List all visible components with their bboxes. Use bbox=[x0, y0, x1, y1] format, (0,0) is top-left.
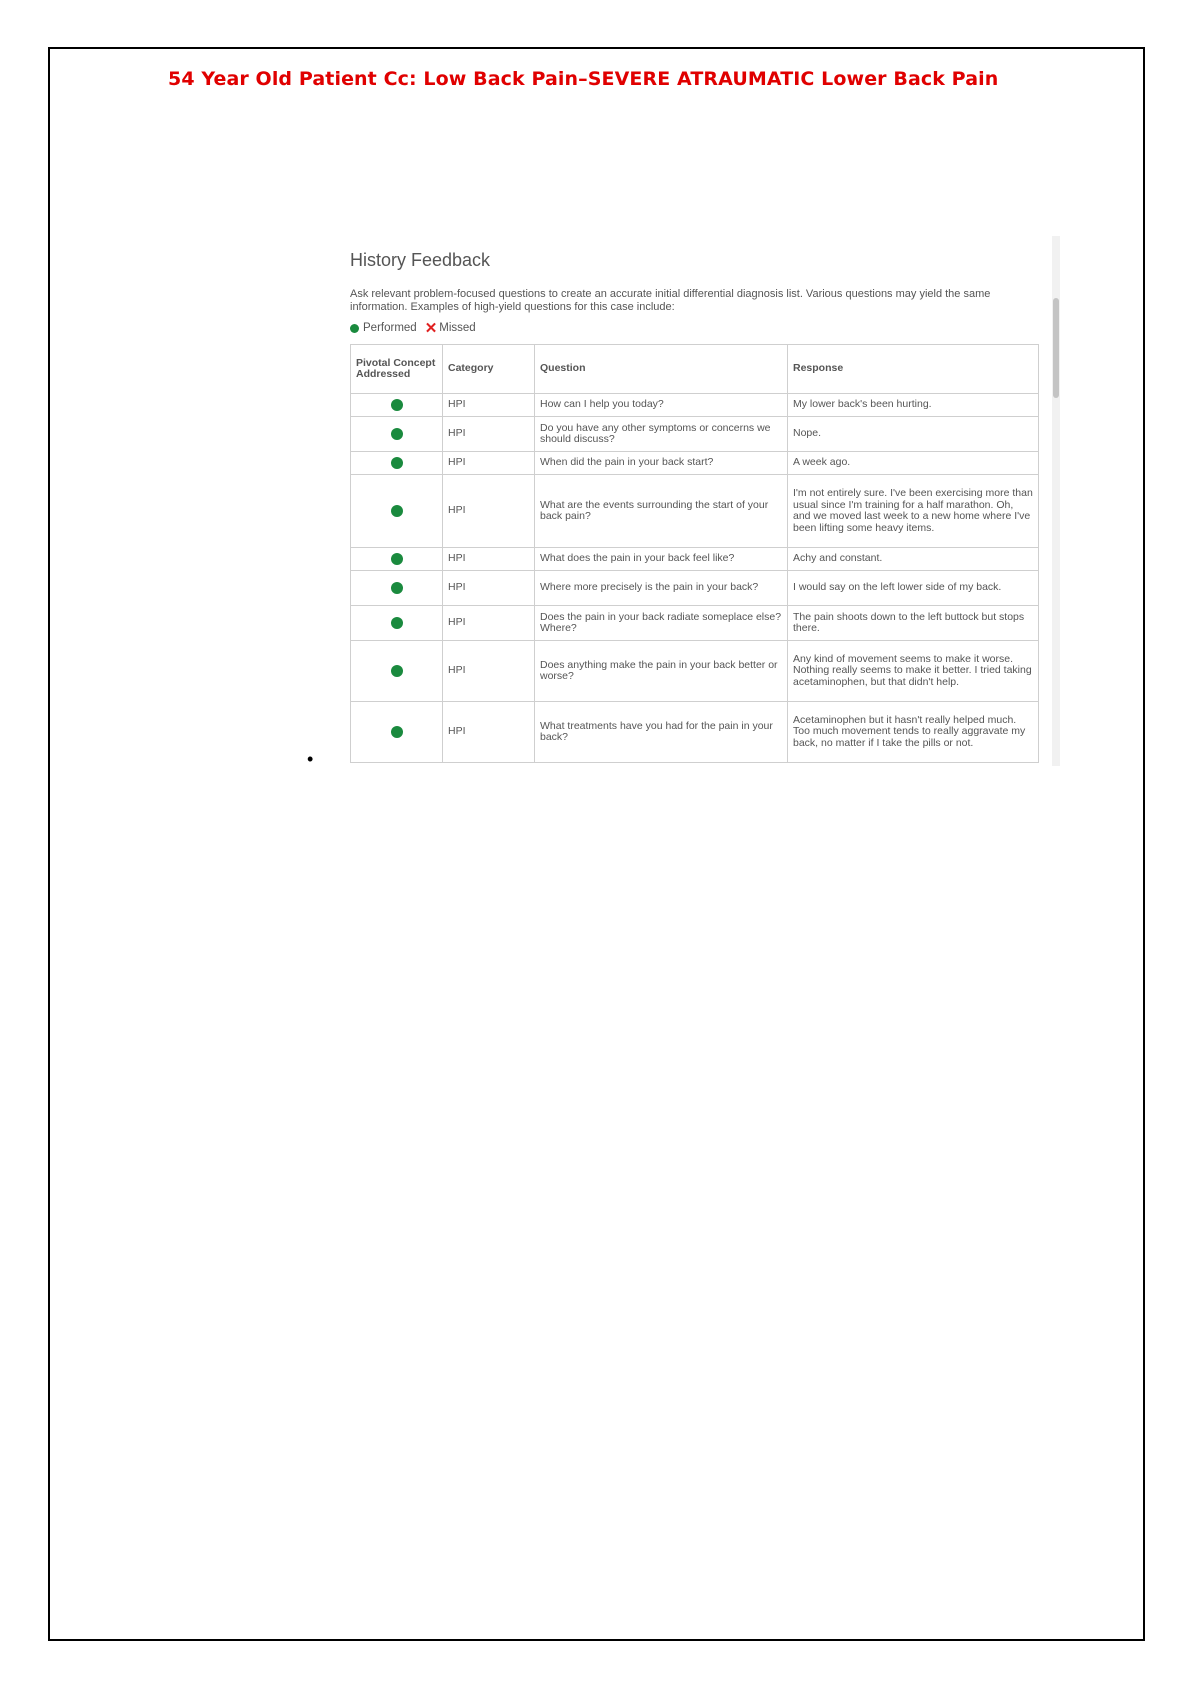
legend bbox=[350, 319, 476, 337]
panel-scrollbar-thumb[interactable] bbox=[1053, 298, 1059, 398]
table-row bbox=[351, 606, 1039, 641]
question-cell: When did the pain in your back start? bbox=[535, 452, 788, 475]
category-cell: HPI bbox=[443, 548, 535, 571]
legend-performed-label: Performed bbox=[363, 322, 417, 334]
performed-dot-icon bbox=[391, 457, 403, 469]
category-cell: HPI bbox=[443, 417, 535, 452]
performed-dot-icon bbox=[391, 617, 403, 629]
performed-dot-icon bbox=[350, 324, 359, 333]
performed-dot-icon bbox=[391, 582, 403, 594]
column-header-response: Response bbox=[788, 345, 1039, 394]
response-cell: I would say on the left lower side of my back. bbox=[788, 571, 1039, 606]
status-cell bbox=[351, 641, 443, 702]
status-cell bbox=[351, 548, 443, 571]
history-feedback-intro: Ask relevant problem-focused questions to create an accurate initial differential diagnosis list. Various questions may yield the same information. Examples of high-yield questions for this case include: bbox=[350, 288, 991, 313]
list-bullet: • bbox=[307, 749, 314, 769]
performed-dot-icon bbox=[391, 505, 403, 517]
missed-x-icon: ✕ bbox=[424, 319, 438, 337]
history-feedback-title: History Feedback bbox=[350, 250, 491, 270]
column-header-category: Category bbox=[443, 345, 535, 394]
response-cell: Any kind of movement seems to make it worse. Nothing really seems to make it better. I tried taking acetaminophen, but that didn't help. bbox=[788, 641, 1039, 702]
category-cell: HPI bbox=[443, 702, 535, 763]
question-cell: How can I help you today? bbox=[535, 394, 788, 417]
response-cell: Nope. bbox=[788, 417, 1039, 452]
table-header-row bbox=[351, 345, 1039, 394]
status-cell bbox=[351, 571, 443, 606]
performed-dot-icon bbox=[391, 553, 403, 565]
column-header-pivotal: Pivotal Concept Addressed bbox=[351, 345, 443, 394]
category-cell: HPI bbox=[443, 475, 535, 548]
status-cell bbox=[351, 394, 443, 417]
performed-dot-icon bbox=[391, 428, 403, 440]
table-row bbox=[351, 417, 1039, 452]
table-row bbox=[351, 394, 1039, 417]
status-cell bbox=[351, 702, 443, 763]
legend-missed-label: Missed bbox=[439, 322, 476, 334]
history-table bbox=[350, 344, 1039, 763]
response-cell: The pain shoots down to the left buttock but stops there. bbox=[788, 606, 1039, 641]
response-cell: Achy and constant. bbox=[788, 548, 1039, 571]
status-cell bbox=[351, 475, 443, 548]
question-cell: Where more precisely is the pain in your back? bbox=[535, 571, 788, 606]
table-row bbox=[351, 641, 1039, 702]
status-cell bbox=[351, 417, 443, 452]
table-row bbox=[351, 548, 1039, 571]
category-cell: HPI bbox=[443, 571, 535, 606]
question-cell: What does the pain in your back feel like? bbox=[535, 548, 788, 571]
response-cell: My lower back's been hurting. bbox=[788, 394, 1039, 417]
category-cell: HPI bbox=[443, 452, 535, 475]
performed-dot-icon bbox=[391, 399, 403, 411]
document-title: 54 Year Old Patient Cc: Low Back Pain–SEVERE ATRAUMATIC Lower Back Pain bbox=[168, 68, 999, 90]
history-feedback-panel bbox=[344, 236, 1060, 766]
category-cell: HPI bbox=[443, 641, 535, 702]
question-cell: What treatments have you had for the pain in your back? bbox=[535, 702, 788, 763]
response-cell: Acetaminophen but it hasn't really helped much. Too much movement tends to really aggravate my back, no matter if I take the pills or not. bbox=[788, 702, 1039, 763]
question-cell: Do you have any other symptoms or concerns we should discuss? bbox=[535, 417, 788, 452]
table-row bbox=[351, 475, 1039, 548]
panel-scrollbar[interactable] bbox=[1052, 236, 1060, 766]
category-cell: HPI bbox=[443, 606, 535, 641]
status-cell bbox=[351, 452, 443, 475]
performed-dot-icon bbox=[391, 665, 403, 677]
response-cell: A week ago. bbox=[788, 452, 1039, 475]
column-header-question: Question bbox=[535, 345, 788, 394]
performed-dot-icon bbox=[391, 726, 403, 738]
response-cell: I'm not entirely sure. I've been exercising more than usual since I'm training for a half marathon. Oh, and we moved last week to a new home where I've been lifting some heavy items. bbox=[788, 475, 1039, 548]
table-row bbox=[351, 452, 1039, 475]
category-cell: HPI bbox=[443, 394, 535, 417]
question-cell: What are the events surrounding the start of your back pain? bbox=[535, 475, 788, 548]
status-cell bbox=[351, 606, 443, 641]
table-row bbox=[351, 702, 1039, 763]
question-cell: Does anything make the pain in your back better or worse? bbox=[535, 641, 788, 702]
table-row bbox=[351, 571, 1039, 606]
question-cell: Does the pain in your back radiate someplace else? Where? bbox=[535, 606, 788, 641]
